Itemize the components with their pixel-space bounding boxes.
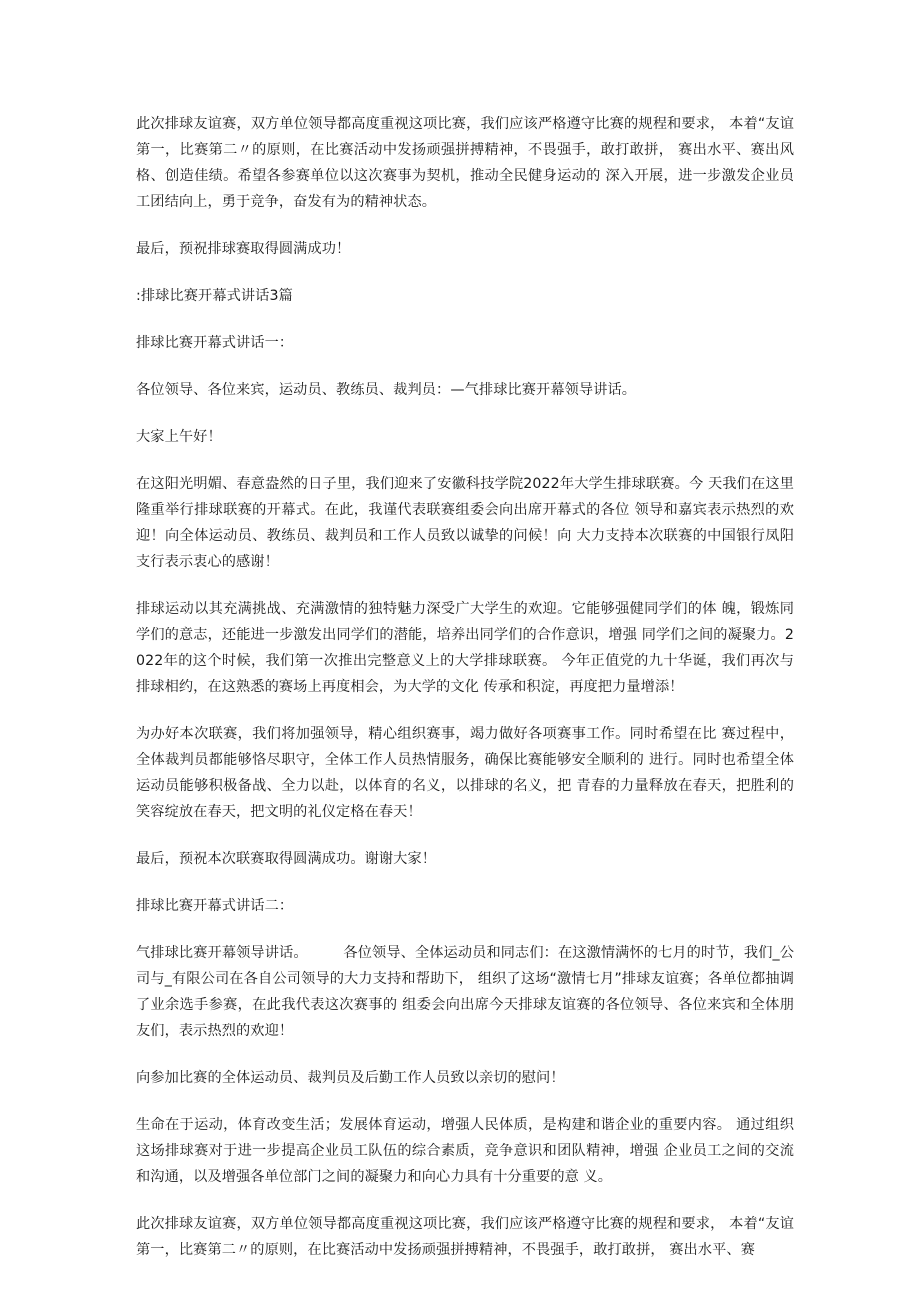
speech-two-heading: 排球比赛开幕式讲话二： [136, 898, 294, 914]
speech-one-heading: 排球比赛开幕式讲话一： [136, 335, 294, 351]
section-heading-3-speeches: :排球比赛开幕式讲话3篇 [136, 288, 293, 304]
speech-one-opening: 在这阳光明媚、春意盎然的日子里，我们迎来了安徽科技学院2022年大学生排球联赛。今 天我们在这里隆重举行排球联赛的开幕式。在此，我谨代表联赛组委会向出席开幕式的各位 领导和嘉宾表示热烈的欢迎！向全体运动员、教练员、裁判员和工作人员致以诚挚的问候！向 大力支持本次联赛的中国银行凤阳支行表示衷心的感谢！ [136, 476, 794, 570]
speech-two-greetings: 向参加比赛的全体运动员、裁判员及后勤工作人员致以亲切的慰问！ [136, 1070, 565, 1086]
paragraph-intro: 此次排球友谊赛，双方单位领导都高度重视这项比赛，我们应该严格遵守比赛的规程和要求， 本着“友谊第一，比赛第二〃的原则，在比赛活动中发扬顽强拼搏精神，不畏强手，敢打敢拼， 赛出水平、赛出风格、创造佳绩。希望各参赛单位以这次赛事为契机，推动全民健身运动的 深入开展，进一步激发企业员工团结向上，勇于竞争，奋发有为的精神状态。 [136, 116, 794, 210]
speech-one-greeting: 大家上午好！ [136, 429, 222, 445]
speech-one-volleyball: 排球运动以其充满挑战、充满激情的独特魅力深受广大学生的欢迎。它能够强健同学们的体 魄，锻炼同学们的意志，还能进一步激发出同学们的潜能，培养出同学们的合作意识，增强 同学们之间的凝聚力。2022年的这个时候，我们第一次推出完整意义上的大学排球联赛。 今年正值党的九十华诞，我们再次与排球相约，在这熟悉的赛场上再度相会，为大学的文化 传承和积淀，再度把力量增添！ [136, 601, 794, 695]
speech-two-friendly-match: 此次排球友谊赛，双方单位领导都高度重视这项比赛，我们应该严格遵守比赛的规程和要求， 本着“友谊第一，比赛第二〃的原则，在比赛活动中发扬顽强拼搏精神，不畏强手，敢打敢拼， 赛出水平、赛 [136, 1216, 794, 1258]
speech-two-sports: 生命在于运动，体育改变生活；发展体育运动，增强人民体质，是构建和谐企业的重要内容。 通过组织这场排球赛对于进一步提高企业员工队伍的综合素质，竞争意识和团队精神，增强 企业员工之间的交流和沟通，以及增强各单位部门之间的凝聚力和向心力具有十分重要的意 义。 [136, 1117, 794, 1185]
speech-two-opening: 气排球比赛开幕领导讲话。 各位领导、全体运动员和同志们：在这激情满怀的七月的时节，我们_公司与_有限公司在各自公司领导的大力支持和帮助下， 组织了这场“激情七月”排球友谊赛；各单位都抽调了业余选手参赛，在此我代表这次赛事的 组委会向出席今天排球友谊赛的各位领导、各位来宾和全体朋友们，表示热烈的欢迎！ [136, 945, 794, 1039]
paragraph-closing-wish: 最后，预祝排球赛取得圆满成功！ [136, 241, 351, 257]
speech-one-organization: 为办好本次联赛，我们将加强领导，精心组织赛事，竭力做好各项赛事工作。同时希望在比 赛过程中，全体裁判员都能够恪尽职守，全体工作人员热情服务，确保比赛能够安全顺利的 进行。同时也希望全体运动员能够积极备战、全力以赴，以体育的名义，以排球的名义，把 青春的力量释放在春天，把胜利的笑容绽放在春天，把文明的礼仪定格在春天！ [136, 726, 794, 820]
speech-one-closing: 最后，预祝本次联赛取得圆满成功。谢谢大家！ [136, 851, 437, 867]
document-body [136, 111, 794, 1284]
speech-one-salutation: 各位领导、各位来宾，运动员、教练员、裁判员：—气排球比赛开幕领导讲话。 [136, 382, 637, 398]
